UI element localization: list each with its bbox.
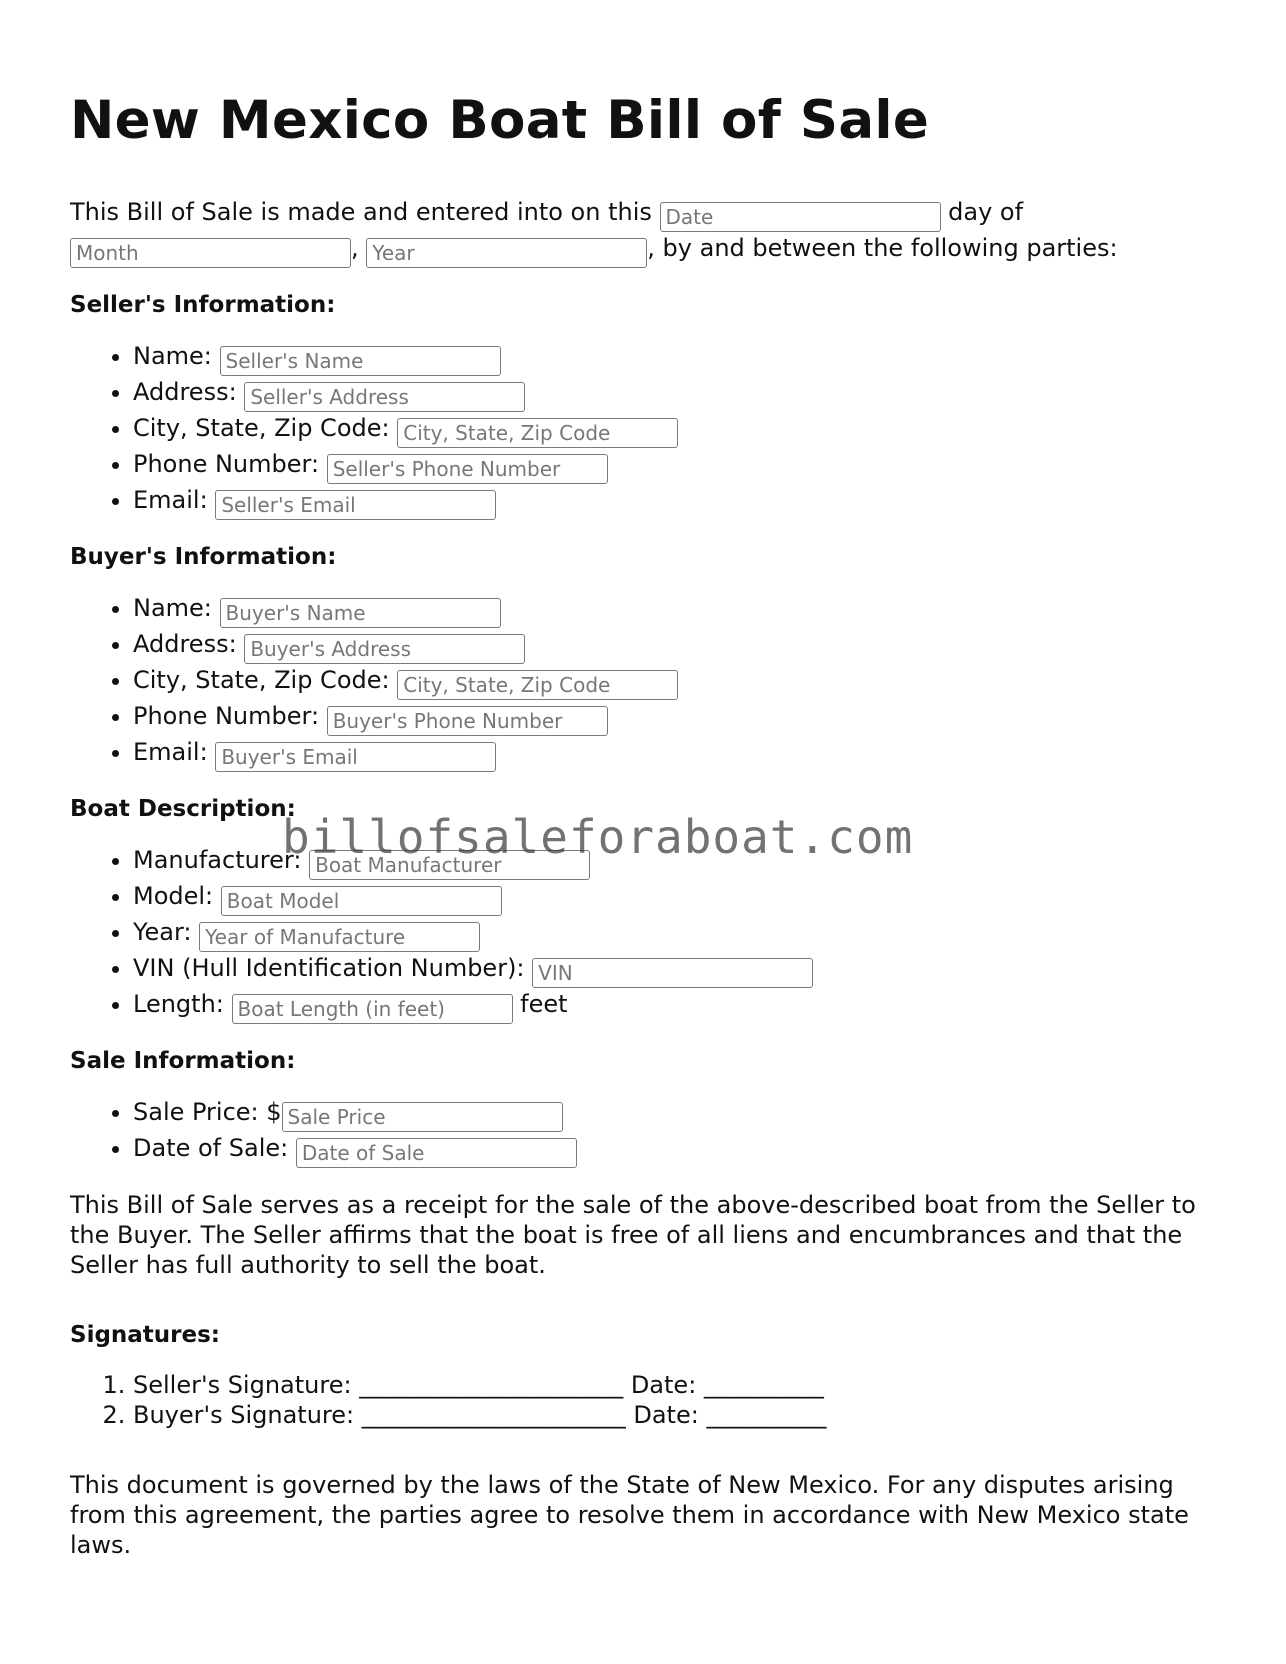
seller-info-list [70, 340, 1220, 520]
boat-length-input[interactable] [232, 994, 513, 1024]
seller-signature-line: 1. Seller's Signature: ______________________ Date: __________ [133, 1370, 1220, 1400]
boat-manufacturer-input[interactable] [309, 850, 590, 880]
agreement-month-input[interactable] [70, 238, 351, 268]
sale-heading: Sale Information: [70, 1048, 296, 1074]
buyer-city-input[interactable] [397, 670, 678, 700]
list-item [133, 916, 1220, 952]
boat-model-label: Model: [133, 882, 214, 910]
list-item [133, 880, 1220, 916]
seller-email-input[interactable] [215, 490, 496, 520]
intro-text-1: This Bill of Sale is made and entered into on this [70, 198, 652, 226]
boat-manufacturer-label: Manufacturer: [133, 846, 302, 874]
boat-length-label: Length: [133, 990, 224, 1018]
buyer-name-label: Name: [133, 594, 212, 622]
intro-text-3: , by and between the following parties: [647, 234, 1118, 262]
sale-price-input[interactable] [282, 1102, 563, 1132]
list-item [133, 988, 1220, 1024]
boat-year-input[interactable] [199, 922, 480, 952]
boat-info-list [70, 844, 1220, 1024]
list-item [133, 664, 1220, 700]
governing-law-paragraph: This document is governed by the laws of the State of New Mexico. For any disputes arising from this agreement, the parties agree to resolve them in accordance with New Mexico state laws. [70, 1471, 1189, 1559]
list-item [133, 700, 1220, 736]
agreement-year-input[interactable] [366, 238, 647, 268]
intro-text-2 [941, 198, 949, 226]
boat-length-unit: feet [520, 990, 568, 1018]
buyer-address-label: Address: [133, 630, 237, 658]
buyer-phone-input[interactable] [327, 706, 608, 736]
intro-paragraph [70, 196, 1220, 268]
buyer-phone-label: Phone Number: [133, 702, 320, 730]
sale-date-label: Date of Sale: [133, 1134, 289, 1162]
seller-name-input[interactable] [220, 346, 501, 376]
sale-info-list [70, 1096, 1220, 1168]
buyer-signature-line: 2. Buyer's Signature: ______________________ Date: __________ [133, 1400, 1220, 1430]
seller-city-label: City, State, Zip Code: [133, 414, 390, 442]
sale-price-label: Sale Price: $ [133, 1098, 282, 1126]
seller-heading: Seller's Information: [70, 292, 336, 318]
boat-model-input[interactable] [221, 886, 502, 916]
buyer-email-input[interactable] [215, 742, 496, 772]
buyer-info-list [70, 592, 1220, 772]
seller-name-label: Name: [133, 342, 212, 370]
list-item [133, 844, 1220, 880]
list-item [133, 736, 1220, 772]
list-item [133, 340, 1220, 376]
watermark: billofsaleforaboat.com [282, 810, 914, 864]
buyer-city-label: City, State, Zip Code: [133, 666, 390, 694]
sale-date-input[interactable] [296, 1138, 577, 1168]
seller-city-input[interactable] [397, 418, 678, 448]
receipt-paragraph: This Bill of Sale serves as a receipt for the sale of the above-described boat from the Seller to the Buyer. The Seller affirms that the boat is free of all liens and encumbrances and that the Seller has full authority to sell the boat. [70, 1191, 1196, 1279]
list-item [133, 484, 1220, 520]
list-item [133, 1132, 1220, 1168]
seller-phone-input[interactable] [327, 454, 608, 484]
page-title: New Mexico Boat Bill of Sale [70, 90, 930, 151]
list-item [133, 448, 1220, 484]
boat-vin-label: VIN (Hull Identification Number): [133, 954, 525, 982]
boat-year-label: Year: [133, 918, 192, 946]
list-item [133, 628, 1220, 664]
buyer-heading: Buyer's Information: [70, 544, 337, 570]
seller-address-input[interactable] [244, 382, 525, 412]
signatures-heading: Signatures: [70, 1322, 221, 1348]
list-item [133, 952, 1220, 988]
seller-email-label: Email: [133, 486, 208, 514]
list-item [133, 1096, 1220, 1132]
boat-vin-input[interactable] [532, 958, 813, 988]
signatures-list [70, 1370, 1220, 1430]
buyer-name-input[interactable] [220, 598, 501, 628]
intro-day-of-text: day of [948, 198, 1024, 226]
intro-comma: , [351, 234, 359, 262]
seller-address-label: Address: [133, 378, 237, 406]
list-item [133, 592, 1220, 628]
buyer-email-label: Email: [133, 738, 208, 766]
agreement-date-input[interactable] [660, 202, 941, 232]
boat-heading: Boat Description: [70, 796, 296, 822]
seller-phone-label: Phone Number: [133, 450, 320, 478]
buyer-address-input[interactable] [244, 634, 525, 664]
document-page [70, 80, 1220, 1560]
list-item [133, 376, 1220, 412]
list-item [133, 412, 1220, 448]
